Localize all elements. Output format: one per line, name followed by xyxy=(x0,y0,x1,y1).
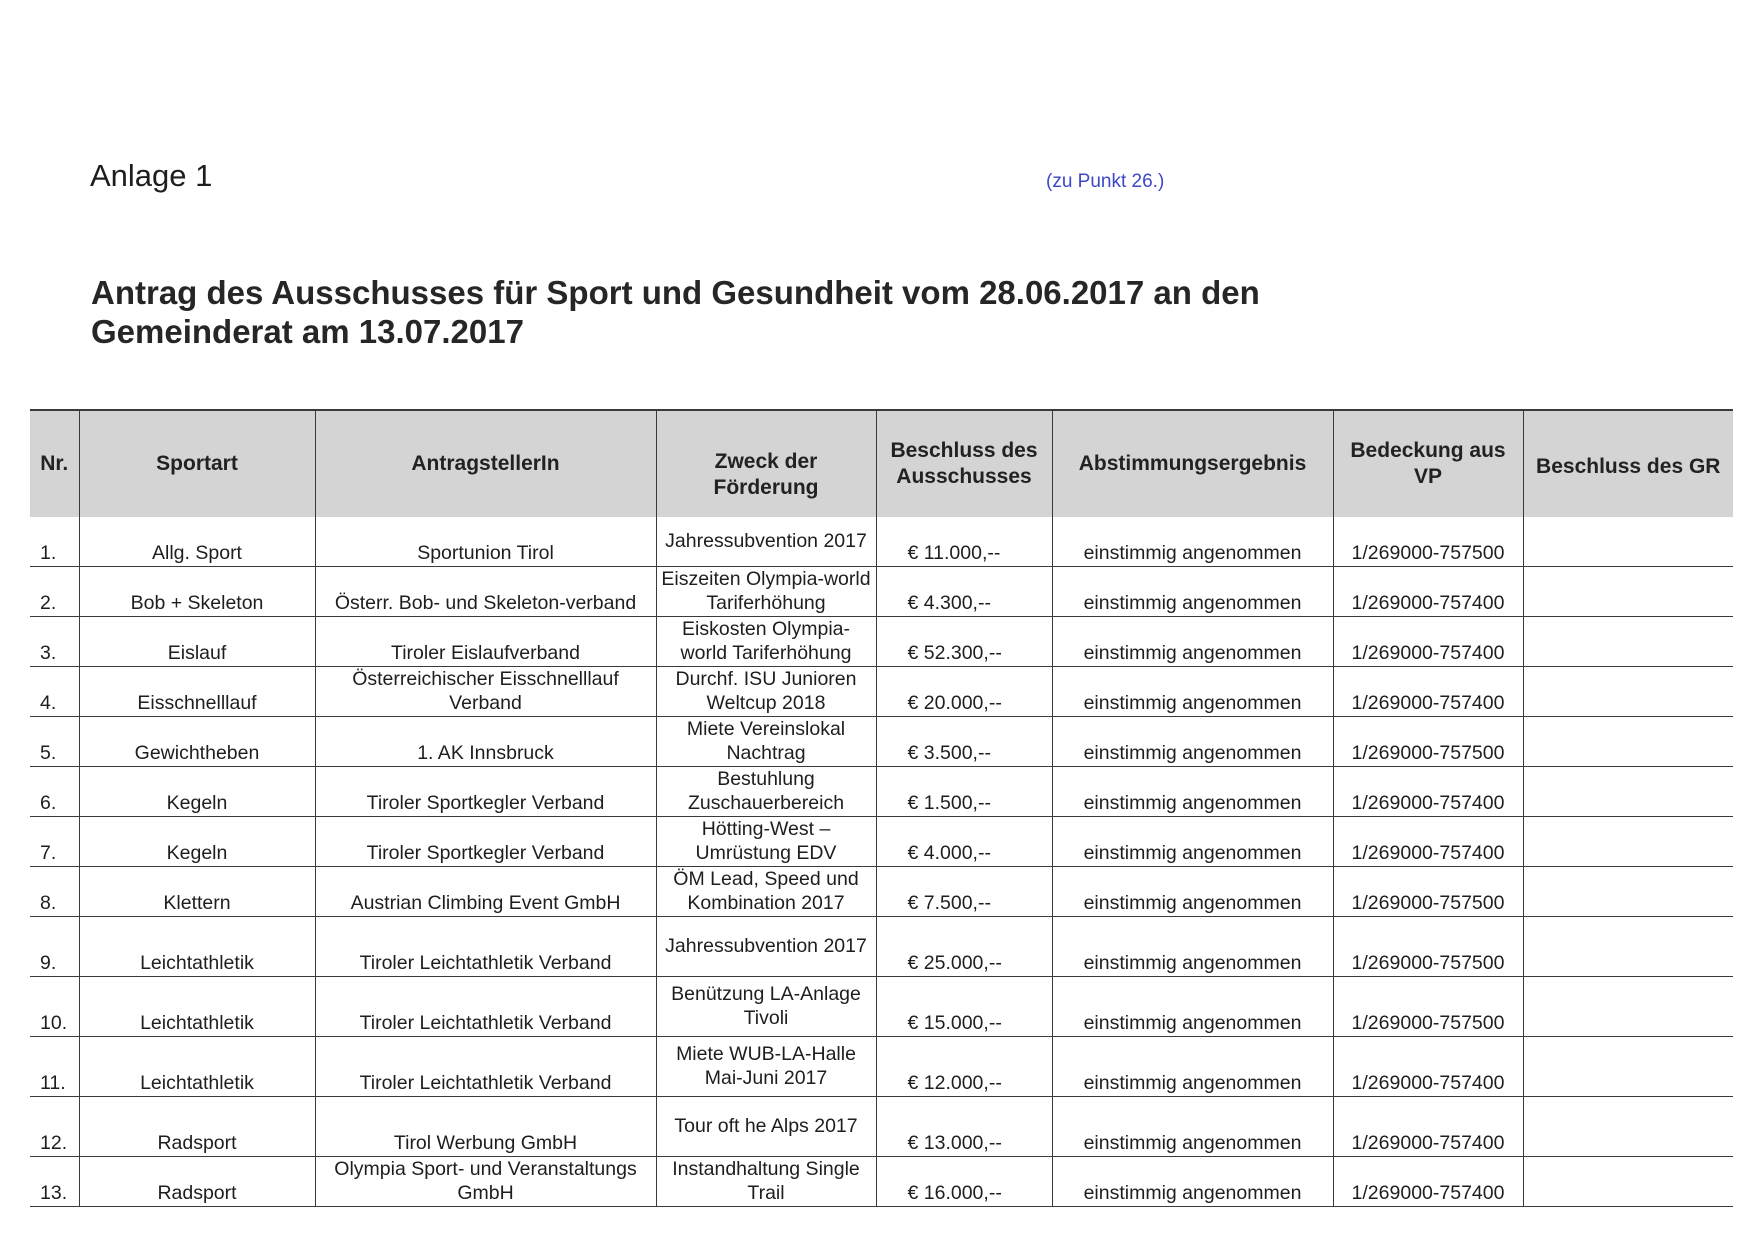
column-header-beschluss-ausschuss: Beschluss des Ausschusses xyxy=(876,410,1052,517)
cell-antragsteller: Tiroler Sportkegler Verband xyxy=(315,767,656,817)
table-row xyxy=(30,717,1733,767)
cell-abstimmung: einstimmig angenommen xyxy=(1052,667,1333,717)
cell-nr: 13. xyxy=(30,1157,79,1207)
cell-bedeckung: 1/269000-757400 xyxy=(1333,1037,1523,1097)
cell-zweck: Miete Vereinslokal Nachtrag xyxy=(656,717,876,767)
cell-bedeckung: 1/269000-757400 xyxy=(1333,567,1523,617)
cell-sportart: Leichtathletik xyxy=(79,977,315,1037)
table-header-row xyxy=(30,410,1733,517)
table-row xyxy=(30,977,1733,1037)
cell-abstimmung: einstimmig angenommen xyxy=(1052,767,1333,817)
cell-beschluss-gr xyxy=(1523,1037,1733,1097)
cell-nr: 6. xyxy=(30,767,79,817)
cell-nr: 4. xyxy=(30,667,79,717)
cell-sportart: Allg. Sport xyxy=(79,517,315,567)
column-header-nr: Nr. xyxy=(30,410,79,517)
cell-zweck: Miete WUB-LA-Halle Mai-Juni 2017 xyxy=(656,1037,876,1097)
cell-sportart: Klettern xyxy=(79,867,315,917)
table-row xyxy=(30,1097,1733,1157)
cell-bedeckung: 1/269000-757500 xyxy=(1333,867,1523,917)
cell-beschluss-ausschuss: € 13.000,-- xyxy=(876,1097,1052,1157)
cell-zweck: Eiszeiten Olympia-world Tariferhöhung xyxy=(656,567,876,617)
cell-zweck: Jahressubvention 2017 xyxy=(656,517,876,567)
cell-antragsteller: Österreichischer Eisschnelllauf Verband xyxy=(315,667,656,717)
cell-sportart: Gewichtheben xyxy=(79,717,315,767)
cell-antragsteller: Österr. Bob- und Skeleton-verband xyxy=(315,567,656,617)
cell-antragsteller: Austrian Climbing Event GmbH xyxy=(315,867,656,917)
cell-beschluss-ausschuss: € 52.300,-- xyxy=(876,617,1052,667)
cell-bedeckung: 1/269000-757400 xyxy=(1333,667,1523,717)
cell-sportart: Kegeln xyxy=(79,767,315,817)
column-header-antragsteller: AntragstellerIn xyxy=(315,410,656,517)
cell-beschluss-gr xyxy=(1523,1097,1733,1157)
table-row xyxy=(30,817,1733,867)
cell-zweck: ÖM Lead, Speed und Kombination 2017 xyxy=(656,867,876,917)
cell-bedeckung: 1/269000-757400 xyxy=(1333,617,1523,667)
cell-beschluss-gr xyxy=(1523,617,1733,667)
cell-zweck: Bestuhlung Zuschauerbereich xyxy=(656,767,876,817)
cell-beschluss-ausschuss: € 7.500,-- xyxy=(876,867,1052,917)
cell-abstimmung: einstimmig angenommen xyxy=(1052,917,1333,977)
cell-beschluss-ausschuss: € 25.000,-- xyxy=(876,917,1052,977)
table-row xyxy=(30,1037,1733,1097)
cell-bedeckung: 1/269000-757500 xyxy=(1333,717,1523,767)
column-header-zweck: Zweck der Förderung xyxy=(656,410,876,517)
cell-antragsteller: Tirol Werbung GmbH xyxy=(315,1097,656,1157)
cell-bedeckung: 1/269000-757500 xyxy=(1333,917,1523,977)
column-header-sportart: Sportart xyxy=(79,410,315,517)
column-header-bedeckung: Bedeckung aus VP xyxy=(1333,410,1523,517)
cell-beschluss-gr xyxy=(1523,517,1733,567)
cell-abstimmung: einstimmig angenommen xyxy=(1052,1037,1333,1097)
column-header-abstimmung: Abstimmungsergebnis xyxy=(1052,410,1333,517)
cell-abstimmung: einstimmig angenommen xyxy=(1052,867,1333,917)
cell-zweck: Tour oft he Alps 2017 xyxy=(656,1097,876,1157)
cell-zweck: Eiskosten Olympia-world Tariferhöhung xyxy=(656,617,876,667)
cell-abstimmung: einstimmig angenommen xyxy=(1052,1097,1333,1157)
cell-abstimmung: einstimmig angenommen xyxy=(1052,717,1333,767)
title-line-1: Antrag des Ausschusses für Sport und Gesundheit vom 28.06.2017 an den xyxy=(91,274,1260,311)
cell-sportart: Eislauf xyxy=(79,617,315,667)
cell-beschluss-gr xyxy=(1523,867,1733,917)
cell-beschluss-gr xyxy=(1523,767,1733,817)
cell-abstimmung: einstimmig angenommen xyxy=(1052,567,1333,617)
cell-bedeckung: 1/269000-757500 xyxy=(1333,977,1523,1037)
cell-antragsteller: Tiroler Eislaufverband xyxy=(315,617,656,667)
cell-abstimmung: einstimmig angenommen xyxy=(1052,977,1333,1037)
cell-sportart: Radsport xyxy=(79,1097,315,1157)
cell-sportart: Leichtathletik xyxy=(79,917,315,977)
table-row xyxy=(30,917,1733,977)
table-row xyxy=(30,867,1733,917)
cell-bedeckung: 1/269000-757500 xyxy=(1333,517,1523,567)
cell-bedeckung: 1/269000-757400 xyxy=(1333,1097,1523,1157)
document-title xyxy=(91,273,1391,351)
cell-beschluss-ausschuss: € 1.500,-- xyxy=(876,767,1052,817)
cell-nr: 12. xyxy=(30,1097,79,1157)
cell-antragsteller: Olympia Sport- und Veranstaltungs GmbH xyxy=(315,1157,656,1207)
table-row xyxy=(30,567,1733,617)
cell-nr: 5. xyxy=(30,717,79,767)
cell-beschluss-ausschuss: € 16.000,-- xyxy=(876,1157,1052,1207)
cell-beschluss-ausschuss: € 3.500,-- xyxy=(876,717,1052,767)
title-line-2: Gemeinderat am 13.07.2017 xyxy=(91,313,524,350)
cell-antragsteller: 1. AK Innsbruck xyxy=(315,717,656,767)
cell-beschluss-gr xyxy=(1523,1157,1733,1207)
cell-beschluss-gr xyxy=(1523,567,1733,617)
agenda-point-reference: (zu Punkt 26.) xyxy=(1046,171,1165,192)
cell-abstimmung: einstimmig angenommen xyxy=(1052,617,1333,667)
cell-zweck: Hötting-West – Umrüstung EDV xyxy=(656,817,876,867)
cell-antragsteller: Tiroler Leichtathletik Verband xyxy=(315,977,656,1037)
cell-sportart: Leichtathletik xyxy=(79,1037,315,1097)
cell-beschluss-ausschuss: € 12.000,-- xyxy=(876,1037,1052,1097)
cell-antragsteller: Tiroler Leichtathletik Verband xyxy=(315,1037,656,1097)
cell-antragsteller: Tiroler Leichtathletik Verband xyxy=(315,917,656,977)
cell-nr: 11. xyxy=(30,1037,79,1097)
table-row xyxy=(30,1157,1733,1207)
cell-beschluss-ausschuss: € 11.000,-- xyxy=(876,517,1052,567)
cell-nr: 3. xyxy=(30,617,79,667)
cell-antragsteller: Sportunion Tirol xyxy=(315,517,656,567)
cell-nr: 7. xyxy=(30,817,79,867)
cell-nr: 10. xyxy=(30,977,79,1037)
table-row xyxy=(30,667,1733,717)
cell-beschluss-ausschuss: € 4.000,-- xyxy=(876,817,1052,867)
table-row xyxy=(30,517,1733,567)
column-header-beschluss-gr: Beschluss des GR xyxy=(1523,410,1733,517)
cell-beschluss-gr xyxy=(1523,977,1733,1037)
cell-beschluss-ausschuss: € 4.300,-- xyxy=(876,567,1052,617)
cell-bedeckung: 1/269000-757400 xyxy=(1333,767,1523,817)
table-row xyxy=(30,617,1733,667)
cell-zweck: Benützung LA-Anlage Tivoli xyxy=(656,977,876,1037)
cell-abstimmung: einstimmig angenommen xyxy=(1052,817,1333,867)
cell-nr: 1. xyxy=(30,517,79,567)
table-row xyxy=(30,767,1733,817)
cell-sportart: Eisschnelllauf xyxy=(79,667,315,717)
cell-bedeckung: 1/269000-757400 xyxy=(1333,1157,1523,1207)
cell-nr: 2. xyxy=(30,567,79,617)
cell-nr: 8. xyxy=(30,867,79,917)
cell-antragsteller: Tiroler Sportkegler Verband xyxy=(315,817,656,867)
cell-abstimmung: einstimmig angenommen xyxy=(1052,517,1333,567)
cell-zweck: Jahressubvention 2017 xyxy=(656,917,876,977)
cell-nr: 9. xyxy=(30,917,79,977)
cell-beschluss-gr xyxy=(1523,667,1733,717)
attachment-label: Anlage 1 xyxy=(90,158,213,193)
cell-abstimmung: einstimmig angenommen xyxy=(1052,1157,1333,1207)
cell-beschluss-ausschuss: € 20.000,-- xyxy=(876,667,1052,717)
cell-zweck: Instandhaltung Single Trail xyxy=(656,1157,876,1207)
funding-table xyxy=(30,409,1733,1207)
cell-zweck: Durchf. ISU Junioren Weltcup 2018 xyxy=(656,667,876,717)
cell-beschluss-gr xyxy=(1523,817,1733,867)
cell-sportart: Kegeln xyxy=(79,817,315,867)
cell-sportart: Radsport xyxy=(79,1157,315,1207)
cell-sportart: Bob + Skeleton xyxy=(79,567,315,617)
cell-beschluss-gr xyxy=(1523,917,1733,977)
cell-beschluss-ausschuss: € 15.000,-- xyxy=(876,977,1052,1037)
cell-beschluss-gr xyxy=(1523,717,1733,767)
cell-bedeckung: 1/269000-757400 xyxy=(1333,817,1523,867)
